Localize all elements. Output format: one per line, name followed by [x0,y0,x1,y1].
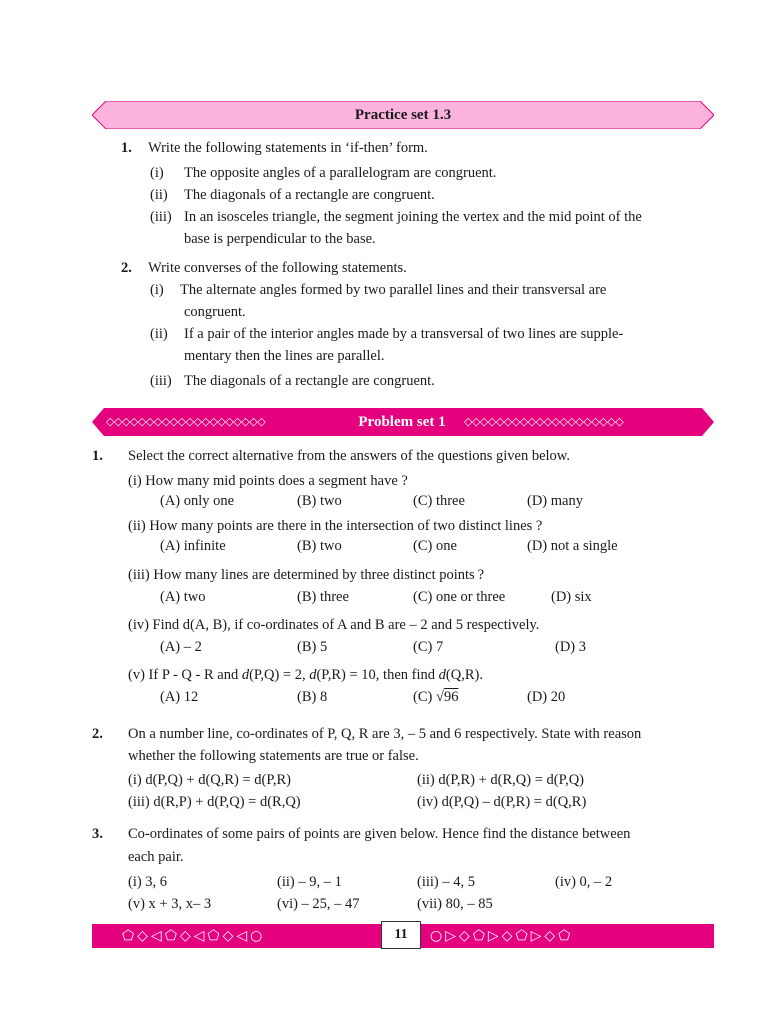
mcq-option: (C) three [413,493,465,509]
statement-label: (iii) [128,794,150,810]
practice-q1-text: Write the following statements in ‘if-then’ form. [148,140,428,156]
statement-item [128,772,291,789]
mcq-question-part: (P,R) = 10, then find [316,667,439,683]
distance-pair-item: (ii) – 9, – 1 [277,874,342,890]
practice-q1-item-continuation: base is perpendicular to the base. [184,231,376,247]
distance-pair-item: (iv) 0, – 2 [555,874,613,890]
mcq-question: (v) If P - Q - R and d(P,Q) = 2, d(P,R) = 10, then find d(Q,R). [128,667,483,683]
problem-q3-number: 3. [92,826,103,842]
statement-item [417,794,586,811]
problem-q3-text: Co-ordinates of some pairs of points are given below. Hence find the distance between [128,826,631,842]
problem-q1-number: 1. [92,448,103,464]
mcq-option: (A) two [160,589,206,605]
footer-shapes-right-icon: ○▷◇⬠▷◇⬠▷◇⬠ [430,928,574,944]
problem-q2-number: 2. [92,726,103,742]
problem-q2-continuation: whether the following statements are true or false. [128,748,419,764]
mcq-option: (A) 12 [160,689,199,705]
practice-q2-item-text: The diagonals of a rectangle are congruent. [184,373,435,389]
statement-item [128,794,301,811]
mcq-option-label: (C) [413,689,436,705]
practice-q1-item-label: (i) [150,165,164,181]
mcq-option: (C) 7 [413,639,444,655]
mcq-question: (ii) How many points are there in the intersection of two distinct lines ? [128,518,543,534]
mcq-option: (B) two [297,538,342,554]
statement-item [417,772,584,789]
distance-pair-item: (iii) – 4, 5 [417,874,475,890]
mcq-option: (B) two [297,493,342,509]
statement-label: (iv) [417,794,438,810]
practice-q1-item-text: The opposite angles of a parallelogram are congruent. [184,165,497,181]
practice-q2-number: 2. [121,260,132,276]
mcq-question: (iv) Find d(A, B), if co-ordinates of A and B are – 2 and 5 respectively. [128,617,540,633]
problem-set-banner [92,408,714,436]
mcq-option: (D) not a single [527,538,618,554]
footer-shapes-left-icon: ⬠◇◁⬠◇◁⬠◇◁○ [122,928,266,944]
practice-q1-item-text: In an isosceles triangle, the segment joining the vertex and the mid point of the [184,209,642,225]
mcq-option: (A) only one [160,493,235,509]
practice-q2-item-continuation: mentary then the lines are parallel. [184,348,385,364]
statement-text: d(P,Q) + d(Q,R) = d(P,R) [141,772,291,788]
statement-label: (i) [128,772,142,788]
distance-pair-item: (v) x + 3, x– 3 [128,896,212,912]
practice-q2-text: Write converses of the following statements. [148,260,407,276]
diamond-pattern-left-icon: ◇◇◇◇◇◇◇◇◇◇◇◇◇◇◇◇◇◇◇◇ [106,415,266,428]
practice-q2-item-label: (ii) [150,326,168,342]
mcq-option: (D) 3 [555,639,587,655]
problem-q2-text: On a number line, co-ordinates of P, Q, R are 3, – 5 and 6 respectively. State with reason [128,726,642,742]
diamond-pattern-right-icon: ◇◇◇◇◇◇◇◇◇◇◇◇◇◇◇◇◇◇◇◇ [464,415,624,428]
statement-label: (ii) [417,772,435,788]
mcq-option: (A) infinite [160,538,226,554]
practice-q2-item-label: (i) [150,282,164,298]
mcq-question-part: (P,Q) = 2, [249,667,310,683]
mcq-question: (iii) How many lines are determined by three distinct points ? [128,567,485,583]
mcq-option [413,689,458,706]
mcq-option: (D) six [551,589,592,605]
mcq-option: (D) 20 [527,689,566,705]
practice-q2-item-label: (iii) [150,373,172,389]
practice-q1-number: 1. [121,140,132,156]
problem-set-title: Problem set 1 [358,413,446,430]
mcq-option: (B) 5 [297,639,328,655]
sqrt-value: 96 [443,689,459,705]
statement-text: d(P,Q) – d(P,R) = d(Q,R) [437,794,587,810]
mcq-option: (C) one or three [413,589,506,605]
mcq-option: (C) one [413,538,457,554]
practice-q1-item-label: (iii) [150,209,172,225]
practice-q1-item-text: The diagonals of a rectangle are congruent. [184,187,435,203]
distance-pair-item: (vii) 80, – 85 [417,896,493,912]
mcq-option: (D) many [527,493,583,509]
practice-set-title: Practice set 1.3 [354,106,452,123]
mcq-option: (B) three [297,589,349,605]
problem-q1-text: Select the correct alternative from the answers of the questions given below. [128,448,570,464]
statement-text: d(R,P) + d(P,Q) = d(R,Q) [149,794,301,810]
practice-q2-item-text: If a pair of the interior angles made by a transversal of two lines are supple- [184,326,624,342]
mcq-option: (B) 8 [297,689,328,705]
page-number: 11 [381,921,421,949]
practice-q1-item-label: (ii) [150,187,168,203]
distance-pair-item: (vi) – 25, – 47 [277,896,360,912]
mcq-option: (A) – 2 [160,639,202,655]
problem-q3-continuation: each pair. [128,849,184,865]
sqrt-icon: √ [435,689,444,705]
distance-pair-item: (i) 3, 6 [128,874,168,890]
practice-q2-item-continuation: congruent. [184,304,246,320]
practice-q2-item-text: The alternate angles formed by two parallel lines and their transversal are [180,282,607,298]
mcq-question: (i) How many mid points does a segment have ? [128,473,408,489]
statement-text: d(P,R) + d(R,Q) = d(P,Q) [434,772,584,788]
practice-set-banner [92,101,714,129]
mcq-question-part: (v) If P - Q - R and [128,667,242,683]
mcq-question-part: (Q,R). [445,667,483,683]
